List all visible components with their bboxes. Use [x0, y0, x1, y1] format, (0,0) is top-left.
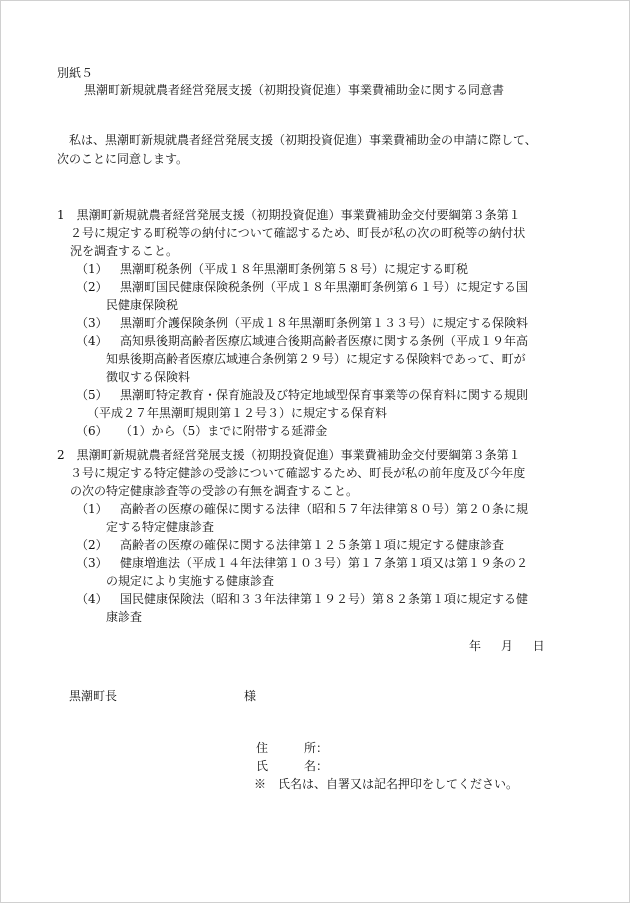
section-1-text: 況を調査すること。 — [70, 244, 179, 258]
section-2-text: の次の特定健康診査等の受診の有無を調査すること。 — [70, 484, 359, 498]
list-item — [57, 536, 577, 554]
item-text: 高知県後期高齢者医療広域連合後期高齢者医療に関する条例（平成１９年高 — [120, 334, 529, 348]
intro-line-2: 次のことに同意します。 — [57, 152, 189, 166]
honorific: 様 — [244, 689, 257, 703]
item-number: （1） — [76, 262, 108, 276]
intro-line-1: 私は、黒潮町新規就農者経営発展支援（初期投資促進）事業費補助金の申請に際して、 — [69, 133, 537, 147]
list-item — [57, 314, 577, 332]
item-number: （5） — [76, 388, 108, 402]
section-1-heading: 1 黒潮町新規就農者経営発展支援（初期投資促進）事業費補助金交付要綱第３条第１ — [57, 208, 521, 222]
list-item — [57, 278, 577, 296]
item-number: （4） — [76, 334, 108, 348]
item-text: 国民健康保険法（昭和３３年法律第１９２号）第８２条第１項に規定する健 — [120, 592, 529, 606]
list-item — [57, 500, 577, 518]
item-number: （3） — [76, 316, 108, 330]
item-number: （2） — [76, 280, 108, 294]
signature-note: ※ 氏名は、自署又は記名押印をしてください。 — [254, 777, 519, 791]
item-text-cont: 知県後期高齢者医療広域連合条例第２９号）に規定する保険料であって、町が — [106, 352, 526, 366]
name-field-label: 氏 名： — [256, 759, 329, 773]
item-text: 黒潮町介護保険条例（平成１８年黒潮町条例第１３３号）に規定する保険料 — [120, 316, 529, 330]
item-number: （1） — [76, 502, 108, 516]
doc-label: 別紙５ — [57, 66, 94, 80]
item-text: 黒潮町特定教育・保育施設及び特定地域型保育事業等の保育料に関する規則 — [120, 388, 529, 402]
item-text-cont: 康診査 — [106, 610, 143, 624]
section-1 — [57, 206, 577, 440]
item-number: （6） — [76, 424, 108, 438]
item-text-cont: 定する特定健康診査 — [106, 520, 215, 534]
item-text: （1）から（5）までに附帯する延滞金 — [120, 424, 328, 438]
item-text: 黒潮町税条例（平成１８年黒潮町条例第５８号）に規定する町税 — [120, 262, 469, 276]
list-item — [57, 590, 577, 608]
section-2-text: ３号に規定する特定健診の受診について確認するため、町長が私の前年度及び今年度 — [70, 466, 526, 480]
item-number: （3） — [76, 556, 108, 570]
section-1-text: ２号に規定する町税等の納付について確認するため、町長が私の次の町税等の納付状 — [70, 226, 526, 240]
addressee: 黒潮町長 — [69, 689, 118, 703]
address-field-label: 住 所： — [256, 741, 329, 755]
list-item — [57, 422, 577, 440]
list-item — [57, 386, 577, 404]
item-text-cont: の規定により実施する健康診査 — [106, 574, 275, 588]
item-text-cont: 徴収する保険料 — [106, 370, 191, 384]
item-text: 高齢者の医療の確保に関する法律（昭和５７年法律第８０号）第２０条に規 — [120, 502, 529, 516]
section-2-heading: 2 黒潮町新規就農者経営発展支援（初期投資促進）事業費補助金交付要綱第３条第１ — [57, 448, 521, 462]
item-text: 高齢者の医療の確保に関する法律第１２５条第１項に規定する健康診査 — [120, 538, 505, 552]
item-text-cont: 民健康保険税 — [106, 298, 179, 312]
list-item — [57, 260, 577, 278]
date-line: 年 月 日 — [469, 639, 545, 653]
item-text: 黒潮町国民健康保険税条例（平成１８年黒潮町条例第６１号）に規定する国 — [120, 280, 529, 294]
item-number: （2） — [76, 538, 108, 552]
item-text-cont: （平成２７年黒潮町規則第１２号３）に規定する保育料 — [87, 406, 388, 420]
item-number: （4） — [76, 592, 108, 606]
item-text: 健康増進法（平成１４年法律第１０３号）第１７条第１項又は第１９条の２ — [120, 556, 529, 570]
section-2 — [57, 446, 577, 626]
list-item — [57, 332, 577, 350]
list-item — [57, 554, 577, 572]
doc-title: 黒潮町新規就農者経営発展支援（初期投資促進）事業費補助金に関する同意書 — [84, 83, 505, 97]
